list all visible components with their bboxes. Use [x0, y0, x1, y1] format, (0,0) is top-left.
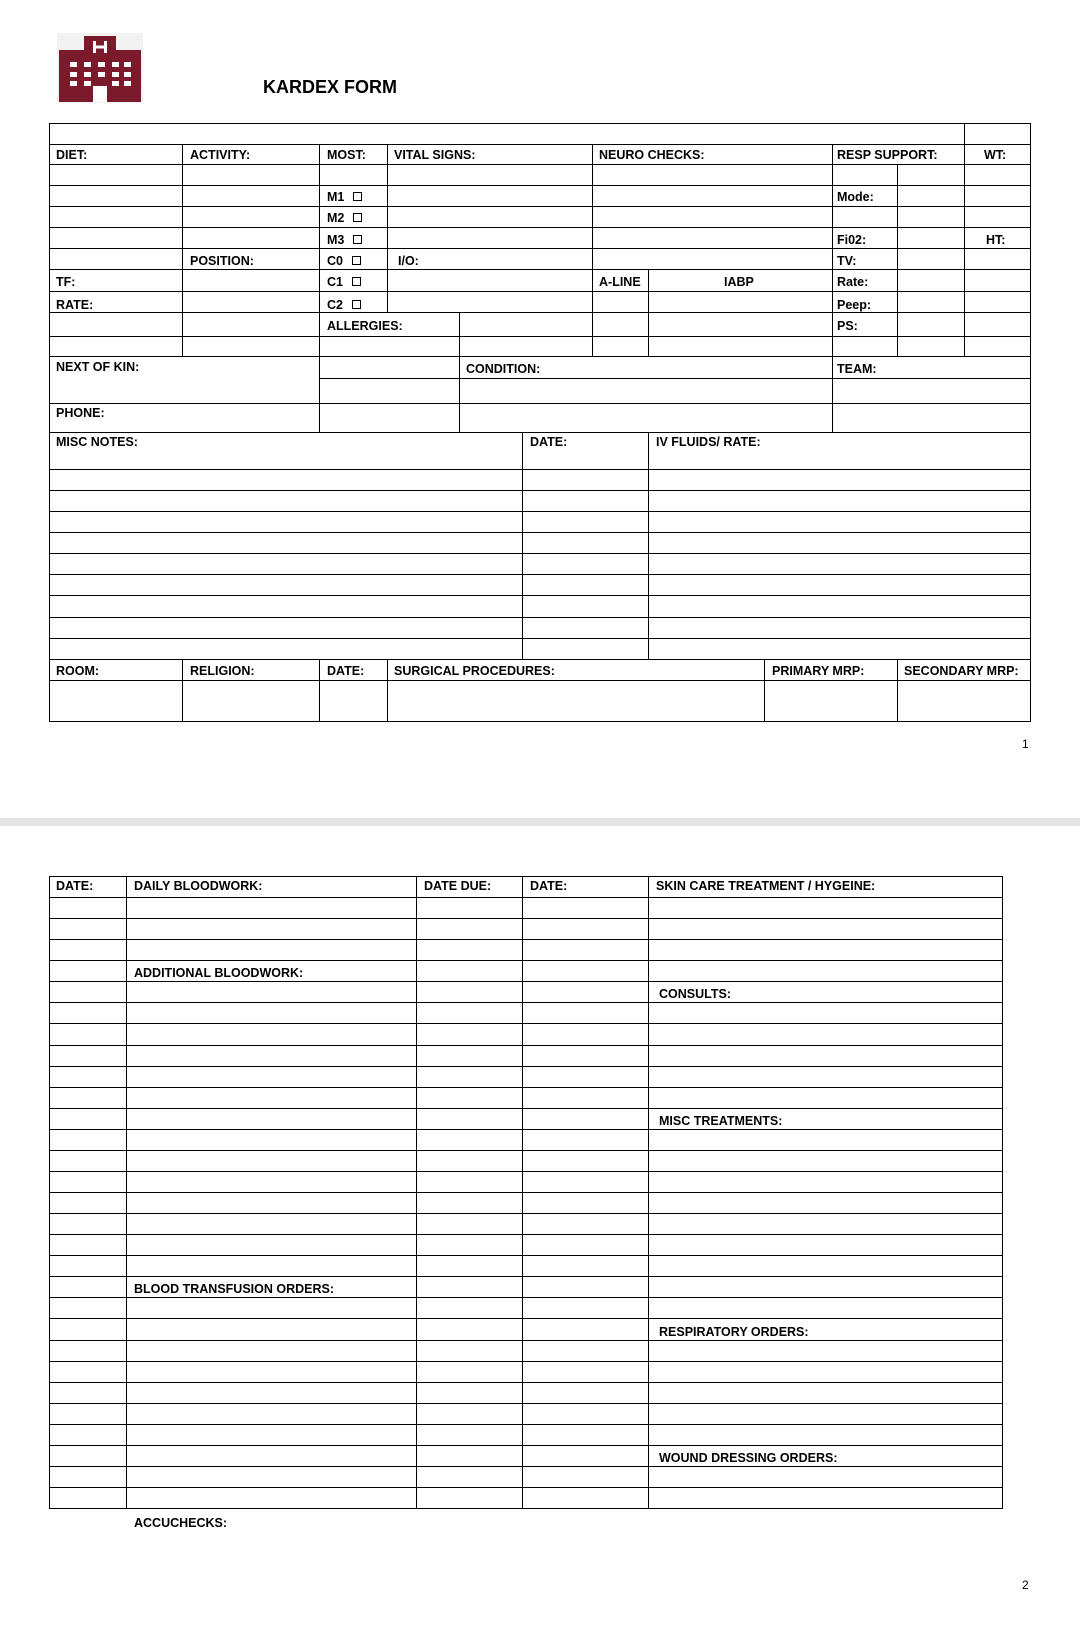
surgical-procedures-label: SURGICAL PROCEDURES:	[394, 664, 555, 678]
grid-line	[49, 532, 1031, 533]
grid-line	[49, 1361, 1003, 1362]
grid-line	[49, 1445, 1003, 1446]
grid-line	[49, 1045, 1003, 1046]
grid-line	[1030, 123, 1031, 722]
team-label: TEAM:	[837, 362, 877, 376]
grid-line	[832, 144, 833, 433]
grid-line	[49, 1171, 1003, 1172]
c0-checkbox[interactable]	[352, 256, 361, 265]
c2-checkbox[interactable]	[352, 300, 361, 309]
grid-line	[320, 378, 1031, 379]
grid-line	[49, 1087, 1003, 1088]
fi02-label: Fi02:	[837, 233, 867, 247]
grid-line	[459, 312, 460, 433]
misc-notes-label: MISC NOTES:	[56, 435, 138, 449]
accuchecks-label: ACCUCHECKS:	[134, 1516, 228, 1530]
m3-checkbox[interactable]	[353, 235, 362, 244]
iv-fluids-label: IV FLUIDS/ RATE:	[656, 435, 761, 449]
grid-line	[49, 721, 1031, 722]
c2-option	[327, 298, 361, 312]
ht-label: HT:	[986, 233, 1006, 247]
grid-line	[49, 1255, 1003, 1256]
grid-line	[49, 897, 1003, 898]
m1-label: M1	[327, 190, 345, 204]
most-label: MOST:	[327, 148, 366, 162]
position-label: POSITION:	[190, 254, 254, 268]
grid-line	[49, 1002, 1003, 1003]
grid-line	[49, 1424, 1003, 1425]
grid-line	[49, 553, 1031, 554]
c0-option	[327, 254, 361, 268]
allergies-label: ALLERGIES:	[327, 319, 403, 333]
activity-label: ACTIVITY:	[190, 148, 251, 162]
a-line-label: A-LINE	[599, 275, 641, 289]
grid-line	[49, 1023, 1003, 1024]
grid-line	[648, 269, 649, 357]
date-due-label: DATE DUE:	[424, 879, 492, 893]
rate-label: Rate:	[837, 275, 869, 289]
c0-label: C0	[327, 254, 343, 268]
grid-line	[49, 336, 1031, 337]
grid-line	[49, 269, 1031, 270]
grid-line	[49, 248, 1031, 249]
grid-line	[319, 144, 320, 433]
grid-line	[49, 638, 1031, 639]
grid-line	[49, 1297, 1003, 1298]
form-page-1	[0, 0, 1080, 818]
grid-line	[522, 432, 523, 660]
grid-line	[49, 1318, 1003, 1319]
m1-option	[327, 190, 362, 204]
c1-option	[327, 275, 361, 289]
grid-line	[49, 1213, 1003, 1214]
grid-line	[182, 659, 183, 722]
grid-line	[387, 144, 388, 313]
respiratory-orders-label: RESPIRATORY ORDERS:	[659, 1325, 809, 1339]
grid-line	[49, 981, 1003, 982]
diet-label: DIET:	[56, 148, 88, 162]
m1-checkbox[interactable]	[353, 192, 362, 201]
grid-line	[49, 680, 1031, 681]
m3-option	[327, 233, 362, 247]
additional-bloodwork-label: ADDITIONAL BLOODWORK:	[134, 966, 304, 980]
grid-line	[49, 918, 1003, 919]
grid-line	[648, 432, 649, 660]
blood-transfusion-label: BLOOD TRANSFUSION ORDERS:	[134, 1282, 334, 1296]
grid-line	[49, 1340, 1003, 1341]
grid-line	[49, 1466, 1003, 1467]
tv-label: TV:	[837, 254, 857, 268]
date-label: DATE:	[530, 435, 568, 449]
grid-line	[49, 1403, 1003, 1404]
ps-label: PS:	[837, 319, 858, 333]
grid-line	[49, 595, 1031, 596]
grid-line	[126, 876, 127, 1509]
misc-treatments-label: MISC TREATMENTS:	[659, 1114, 783, 1128]
c1-label: C1	[327, 275, 343, 289]
grid-line	[387, 659, 388, 722]
grid-line	[49, 123, 50, 722]
vital-signs-label: VITAL SIGNS:	[394, 148, 476, 162]
m2-label: M2	[327, 211, 345, 225]
wt-label: WT:	[984, 148, 1007, 162]
grid-line	[49, 1129, 1003, 1130]
grid-line	[49, 659, 1031, 660]
grid-line	[49, 511, 1031, 512]
grid-line	[49, 1108, 1003, 1109]
daily-bloodwork-label: DAILY BLOODWORK:	[134, 879, 263, 893]
secondary-mrp-label: SECONDARY MRP:	[904, 664, 1019, 678]
grid-line	[592, 144, 593, 357]
date-label-2: DATE:	[530, 879, 568, 893]
grid-line	[49, 574, 1031, 575]
grid-line	[49, 123, 1031, 124]
next-of-kin-label: NEXT OF KIN:	[56, 360, 140, 374]
grid-line	[49, 164, 1031, 165]
grid-line	[49, 1150, 1003, 1151]
grid-line	[49, 617, 1031, 618]
grid-line	[49, 312, 1031, 313]
grid-line	[49, 1487, 1003, 1488]
grid-line	[49, 144, 1031, 145]
grid-line	[49, 227, 1031, 228]
grid-line	[49, 356, 1031, 357]
hospital-building-icon	[57, 33, 143, 103]
grid-line	[1002, 876, 1003, 1509]
date-label-bottom: DATE:	[327, 664, 365, 678]
grid-line	[49, 1508, 1003, 1509]
grid-line	[49, 291, 1031, 292]
grid-line	[49, 876, 50, 1509]
iabp-label: IABP	[724, 275, 754, 289]
primary-mrp-label: PRIMARY MRP:	[772, 664, 865, 678]
date-label: DATE:	[56, 879, 94, 893]
grid-line	[49, 469, 1031, 470]
skin-care-label: SKIN CARE TREATMENT / HYGEINE:	[656, 879, 876, 893]
grid-line	[964, 123, 965, 357]
grid-line	[522, 876, 523, 1509]
grid-line	[49, 185, 1031, 186]
grid-line	[49, 206, 1031, 207]
resp-support-label: RESP SUPPORT:	[837, 148, 938, 162]
page-number: 2	[1022, 1578, 1029, 1592]
grid-line	[49, 490, 1031, 491]
religion-label: RELIGION:	[190, 664, 255, 678]
grid-line	[416, 876, 417, 1509]
rate-caps-label: RATE:	[56, 298, 94, 312]
m3-label: M3	[327, 233, 345, 247]
grid-line	[49, 939, 1003, 940]
grid-line	[319, 659, 320, 722]
grid-line	[49, 960, 1003, 961]
grid-line	[764, 659, 765, 722]
grid-line	[897, 659, 898, 722]
grid-line	[49, 1382, 1003, 1383]
grid-line	[49, 1066, 1003, 1067]
grid-line	[49, 1192, 1003, 1193]
c2-label: C2	[327, 298, 343, 312]
grid-line	[897, 164, 898, 357]
tf-label: TF:	[56, 275, 76, 289]
mode-label: Mode:	[837, 190, 874, 204]
grid-line	[49, 432, 1031, 433]
grid-line	[49, 403, 1031, 404]
grid-line	[182, 144, 183, 357]
form-page-2	[0, 826, 1080, 1645]
grid-line	[49, 876, 1003, 877]
m2-option	[327, 211, 362, 225]
grid-line	[49, 1276, 1003, 1277]
wound-dressing-label: WOUND DRESSING ORDERS:	[659, 1451, 838, 1465]
form-title: KARDEX FORM	[263, 77, 397, 97]
room-label: ROOM:	[56, 664, 100, 678]
grid-line	[648, 876, 649, 1509]
peep-label: Peep:	[837, 298, 872, 312]
neuro-checks-label: NEURO CHECKS:	[599, 148, 705, 162]
io-label: I/O:	[398, 254, 419, 268]
consults-label: CONSULTS:	[659, 987, 731, 1001]
grid-line	[49, 1234, 1003, 1235]
condition-label: CONDITION:	[466, 362, 541, 376]
phone-label: PHONE:	[56, 406, 105, 420]
m2-checkbox[interactable]	[353, 213, 362, 222]
c1-checkbox[interactable]	[352, 277, 361, 286]
page-number: 1	[1022, 737, 1029, 751]
